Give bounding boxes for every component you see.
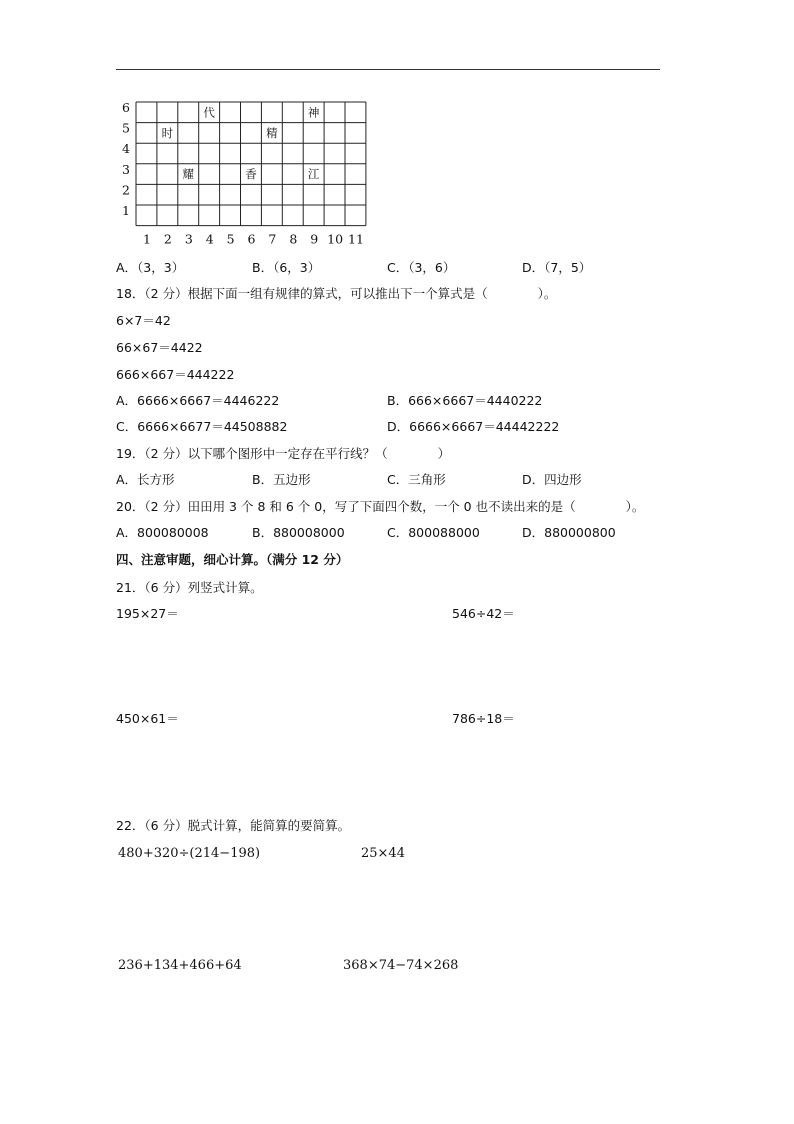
grid-y-label: 2 (122, 182, 130, 198)
coordinate-grid (112, 96, 372, 246)
grid-character: 江 (307, 167, 320, 182)
grid-y-label: 1 (122, 203, 130, 218)
grid-y-label: 4 (122, 141, 130, 157)
q17-option-d[interactable]: D．（7，5） (522, 260, 592, 275)
q17-option-c[interactable]: C．（3，6） (387, 260, 456, 275)
q20-option-b[interactable]: B．880008000 (252, 525, 345, 540)
grid-x-label: 3 (184, 231, 193, 246)
q21-stem: 21．（6 分）列竖式计算。 (116, 580, 263, 595)
q20-stem: 20．（2 分）田田用 3 个 8 和 6 个 0，写了下面四个数，一个 0 也不读出来的是（ ）。 (116, 499, 645, 514)
q20-option-c[interactable]: C．800088000 (387, 525, 480, 540)
grid-character: 神 (307, 105, 320, 120)
q21-problem-2: 546÷42＝ (452, 606, 515, 621)
q18-stem: 18．（2 分）根据下面一组有规律的算式，可以推出下一个算式是（ ）。 (116, 286, 557, 301)
grid-x-label: 2 (163, 231, 172, 246)
grid-x-label: 11 (348, 231, 364, 246)
q18-option-c[interactable]: C．6666×6677＝44508882 (116, 419, 288, 434)
q18-line-2: 66×67＝4422 (116, 340, 203, 355)
q17-option-a[interactable]: A．（3，3） (116, 260, 185, 275)
q20-option-d[interactable]: D．880000800 (522, 525, 616, 540)
q19-stem: 19．（2 分）以下哪个图形中一定存在平行线？（ ） (116, 446, 451, 461)
q18-option-b[interactable]: B．666×6667＝4440222 (387, 393, 543, 408)
grid-x-label: 5 (226, 231, 235, 246)
grid-y-label: 5 (122, 120, 130, 136)
grid-x-label: 9 (310, 231, 319, 246)
q21-problem-1: 195×27＝ (116, 606, 179, 621)
q22-stem: 22．（6 分）脱式计算，能简算的要简算。 (116, 818, 351, 833)
grid-x-label: 4 (205, 231, 214, 246)
grid-x-label: 1 (143, 231, 151, 246)
q20-option-a[interactable]: A．800080008 (116, 525, 209, 540)
q21-problem-4: 786÷18＝ (452, 711, 515, 726)
grid-character: 耀 (182, 167, 194, 182)
grid-y-label: 3 (122, 161, 130, 177)
q18-option-a[interactable]: A．6666×6667＝4446222 (116, 393, 280, 408)
q18-option-d[interactable]: D．6666×6667＝44442222 (387, 419, 560, 434)
grid-x-label: 10 (327, 231, 344, 246)
q19-option-b[interactable]: B．五边形 (252, 472, 311, 487)
q19-option-a[interactable]: A．长方形 (116, 472, 175, 487)
grid-character: 香 (245, 167, 257, 182)
q21-problem-3: 450×61＝ (116, 711, 179, 726)
section-4-heading: 四、注意审题，细心计算。（满分 12 分） (116, 552, 349, 567)
q22-problem-2: 25×44 (361, 846, 405, 861)
header-rule (116, 69, 660, 70)
q19-option-d[interactable]: D．四边形 (522, 472, 582, 487)
grid-x-label: 6 (247, 231, 256, 246)
q18-line-1: 6×7＝42 (116, 313, 171, 328)
grid-x-label: 8 (289, 231, 298, 246)
q17-option-b[interactable]: B．（6，3） (252, 260, 321, 275)
grid-y-label: 6 (122, 100, 130, 115)
q22-problem-1: 480+320÷(214−198) (118, 846, 261, 861)
q22-problem-3: 236+134+466+64 (118, 958, 242, 973)
grid-character: 代 (203, 105, 215, 120)
grid-character: 时 (161, 125, 174, 140)
q19-option-c[interactable]: C．三角形 (387, 472, 446, 487)
q18-line-3: 666×667＝444222 (116, 367, 235, 382)
grid-x-label: 7 (268, 231, 277, 246)
q22-problem-4: 368×74−74×268 (343, 958, 459, 973)
grid-character: 精 (266, 125, 278, 140)
